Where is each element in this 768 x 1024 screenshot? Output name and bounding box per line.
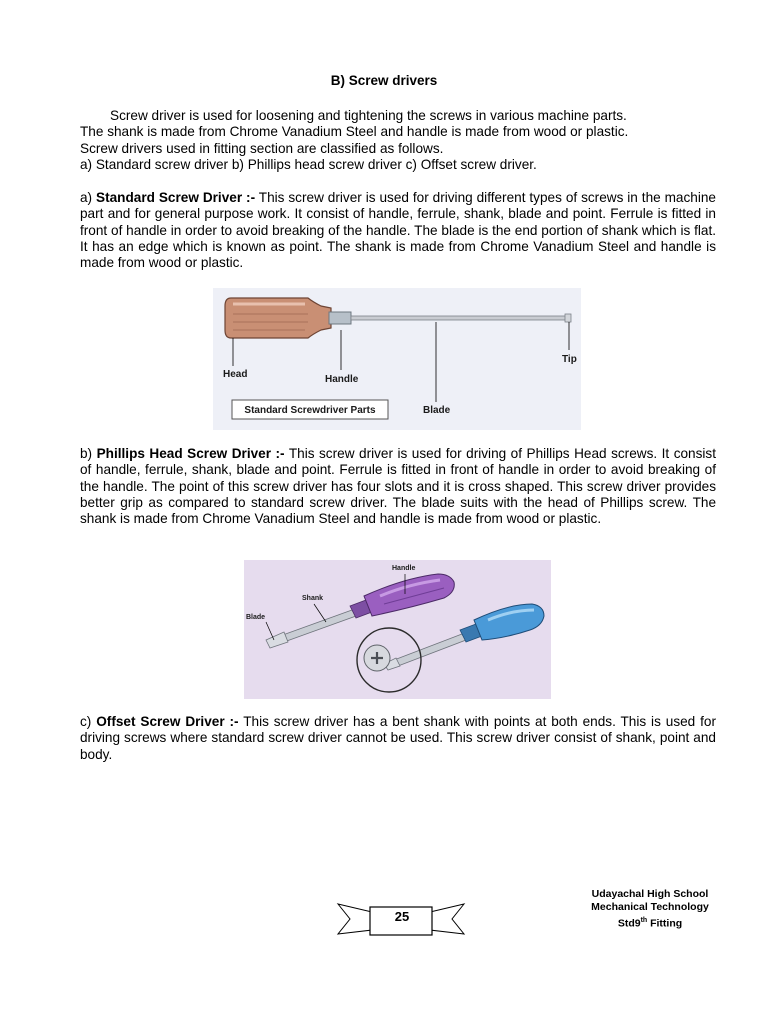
phillips-screwdriver-figure <box>244 560 551 699</box>
label-phillips-shank: Shank <box>302 595 324 602</box>
label-handle: Handle <box>325 374 359 385</box>
phillips-paragraph <box>80 446 716 527</box>
standard-shank <box>351 316 569 320</box>
footer-subject: Mechanical Technology <box>591 901 709 913</box>
offset-paragraph <box>80 714 716 763</box>
standard-tip-shape <box>565 314 571 322</box>
standard-prefix: a) <box>80 190 97 205</box>
offset-heading: Offset Screw Driver :- <box>96 714 239 729</box>
standard-handle-shape <box>225 298 331 338</box>
offset-body: This screw driver has a bent shank with points at both ends. This is used for driving screws where standard screw driver cannot be used. This screw driver consist of shank, point and body. <box>80 714 716 762</box>
offset-prefix: c) <box>80 714 97 729</box>
footer-school-name: Udayachal High School <box>591 888 709 900</box>
intro-line-3: Screw drivers used in fitting section are classified as follows. <box>80 140 444 156</box>
footer-standard: Std9th Fitting <box>617 917 683 930</box>
phillips-screwdriver-illustration <box>244 560 551 699</box>
intro-line-4: a) Standard screw driver b) Phillips head screw driver c) Offset screw driver. <box>80 156 537 172</box>
label-phillips-handle: Handle <box>392 565 416 572</box>
standard-body: This screw driver is used for driving different types of screws in the machine part and for general purpose work. It consist of handle, ferrule, shank, blade and point. Ferrule is fitted in front of handle in order to avoid breaking of the handle. The blade is the end portion of shank which is flat. It has an edge which is known as point. The shank is made from Chrome Vanadium Steel and handle is made from wood or plastic. <box>80 190 716 271</box>
label-head: Head <box>223 369 248 380</box>
footer-school-info <box>560 888 740 931</box>
phillips-prefix: b) <box>80 446 97 461</box>
standard-paragraph <box>80 190 716 271</box>
standard-ferrule <box>329 312 351 324</box>
phillips-body: This screw driver is used for driving of Phillips Head screws. It consist of handle, ferrule, shank, blade and point. Ferrule is fitted in front of handle in order to avoid breaking of the handle. The point of this screw driver has four slots and it is cross shaped. This screw driver provides better grip as compared to standard screw driver. The blade suits with the head of Phillips screw. The shank is made from Chrome Vanadium Steel and handle is made from wood or plastic. <box>80 446 717 527</box>
phillips-heading: Phillips Head Screw Driver :- <box>96 446 285 461</box>
intro-line-1: Screw driver is used for loosening and tightening the screws in various machine parts. <box>110 108 627 123</box>
standard-heading: Standard Screw Driver :- <box>96 190 256 205</box>
page-title: B) Screw drivers <box>330 73 438 88</box>
intro-line-2: The shank is made from Chrome Vanadium Steel and handle is made from wood or plastic. <box>80 124 629 140</box>
intro-paragraph <box>80 108 716 173</box>
label-phillips-blade: Blade <box>246 614 266 621</box>
figure1-caption: Standard Screwdriver Parts <box>244 405 376 416</box>
label-tip: Tip <box>562 354 577 365</box>
standard-screwdriver-figure <box>213 288 581 430</box>
label-blade: Blade <box>423 405 451 416</box>
page-number: 25 <box>394 909 410 924</box>
standard-screwdriver-illustration <box>213 288 581 430</box>
